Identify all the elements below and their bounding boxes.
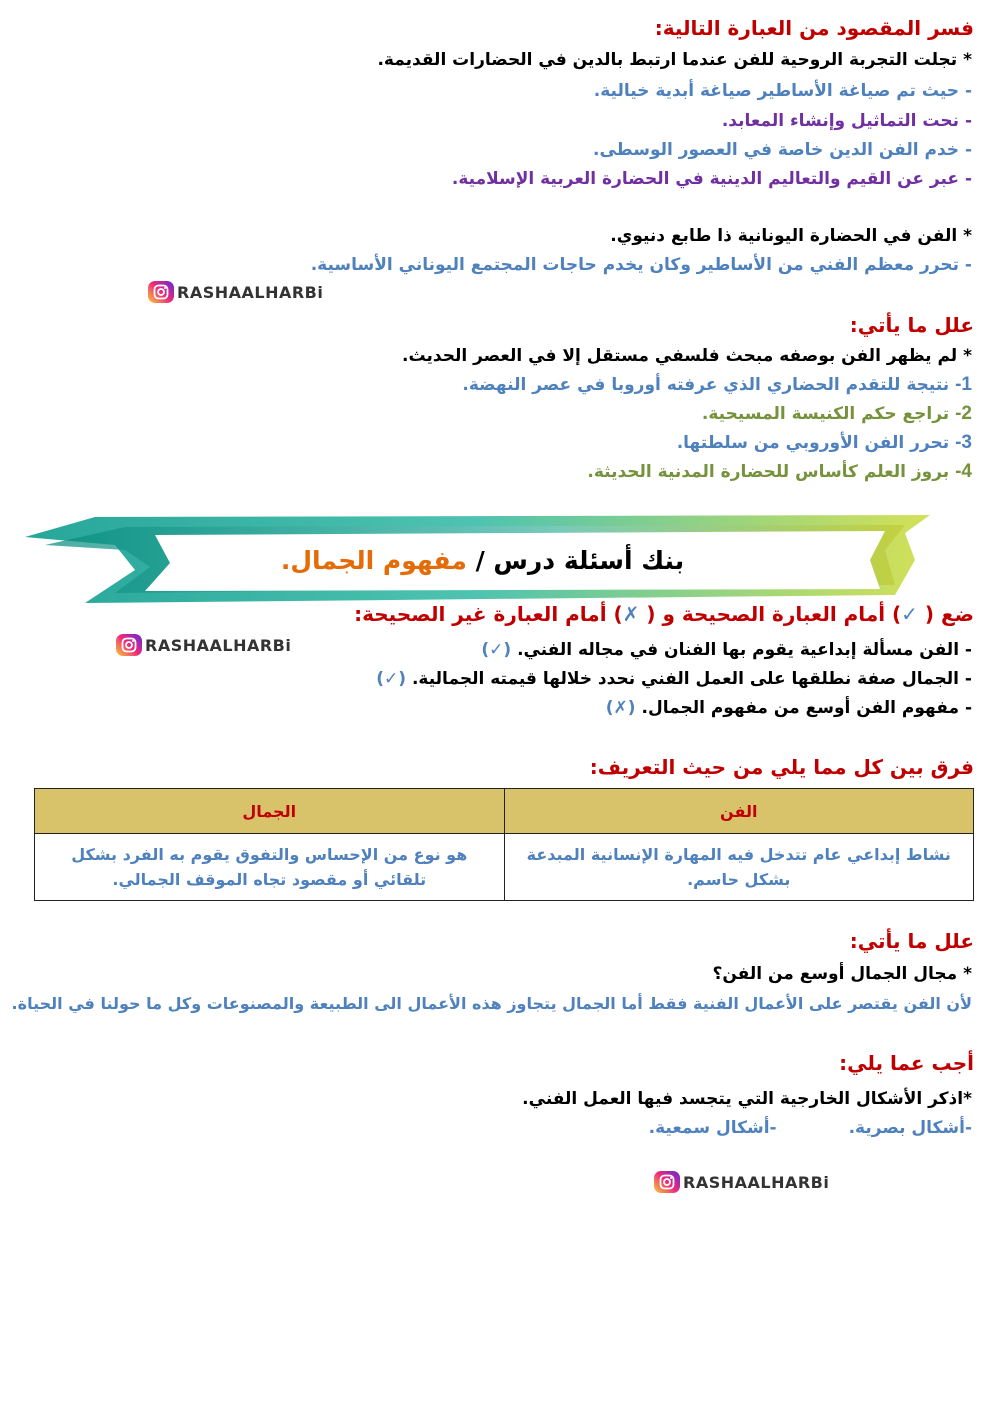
instagram-watermark	[116, 634, 291, 656]
heading-true-false: ضع ( ✓) أمام العبارة الصحيحة و ( ✗) أمام العبارة غير الصحيحة:	[354, 602, 974, 626]
instagram-handle: RASHAALHARBi	[145, 635, 292, 655]
banner-title: بنك أسئلة درس / مفهوم الجمال.	[280, 546, 685, 575]
comparison-table	[34, 788, 974, 901]
question-beauty-scope: * مجال الجمال أوسع من الفن؟	[712, 964, 972, 984]
heading-justify: علل ما يأتي:	[849, 313, 974, 337]
question-greek-art: * الفن في الحضارة اليونانية ذا طابع دنيوي.	[610, 226, 972, 246]
answer-mark: (✓)	[481, 640, 512, 660]
instagram-handle: RASHAALHARBi	[177, 282, 324, 302]
heading-differentiate: فرق بين كل مما يلي من حيث التعريف:	[589, 755, 974, 779]
column-header-beauty: الجمال	[35, 789, 505, 834]
heading-answer: أجب عما يلي:	[839, 1051, 974, 1075]
answer-mark: (✗)	[605, 698, 636, 718]
column-header-art: الفن	[504, 789, 974, 834]
question-spiritual-experience: * تجلت التجربة الروحية للفن عندما ارتبط بالدين في الحضارات القديمة.	[377, 50, 972, 70]
answer-beauty-scope: لأن الفن يقتصر على الأعمال الفنية فقط أما الجمال يتجاوز هذه الأعمال الى الطبيعة والمصنوعات وكل ما حولنا في الحياة.	[11, 994, 972, 1013]
list-item: 3- تحرر الفن الأوروبي من سلطتها.	[676, 432, 972, 453]
list-item: 2- تراجع حكم الكنيسة المسيحية.	[701, 403, 972, 424]
answer-statues: - نحت التماثيل وإنشاء المعابد.	[721, 111, 972, 131]
answer-myths: - حيث تم صياغة الأساطير صياغة أبدية خيالية.	[593, 81, 972, 101]
statement-1: - الفن مسألة إبداعية يقوم بها الفنان في مجاله الفني. (✓)	[481, 640, 972, 660]
list-item: 4- بروز العلم كأساس للحضارة المدنية الحديثة.	[587, 461, 972, 482]
statement-3: - مفهوم الفن أوسع من مفهوم الجمال. (✗)	[605, 698, 972, 718]
question-external-forms: *اذكر الأشكال الخارجية التي يتجسد فيها العمل الفني.	[522, 1089, 972, 1109]
art-definition: نشاط إبداعي عام تتدخل فيه المهارة الإنسانية المبدعة بشكل حاسم.	[504, 834, 974, 901]
question-philosophy: * لم يظهر الفن بوصفه مبحث فلسفي مستقل إلا في العصر الحديث.	[402, 346, 972, 366]
cross-mark-icon: ✗	[622, 602, 640, 626]
instagram-icon	[116, 634, 142, 656]
lesson-banner	[25, 515, 940, 605]
instagram-icon	[654, 1171, 680, 1193]
table-header-row	[35, 789, 974, 834]
answer-mark: (✓)	[376, 669, 407, 689]
instagram-handle: RASHAALHARBi	[683, 1172, 830, 1192]
answer-middle-ages: - خدم الفن الدين خاصة في العصور الوسطى.	[593, 140, 972, 160]
answer-forms: -أشكال بصرية.-أشكال سمعية.	[648, 1118, 972, 1138]
answer-greek-art: - تحرر معظم الفني من الأساطير وكان يخدم حاجات المجتمع اليوناني الأساسية.	[310, 255, 972, 275]
instagram-watermark	[148, 281, 323, 303]
instagram-watermark	[654, 1171, 829, 1193]
check-mark-icon: ✓	[901, 602, 918, 626]
instagram-icon	[148, 281, 174, 303]
heading-explain: فسر المقصود من العبارة التالية:	[654, 16, 974, 40]
statement-2: - الجمال صفة نطلقها على العمل الفني نحدد خلالها قيمته الجمالية. (✓)	[376, 669, 972, 689]
beauty-definition: هو نوع من الإحساس والتفوق يقوم به الفرد بشكل تلقائي أو مقصود تجاه الموقف الجمالي.	[35, 834, 505, 901]
list-item: 1- نتيجة للتقدم الحضاري الذي عرفته أوروبا في عصر النهضة.	[462, 374, 972, 395]
table-row	[35, 834, 974, 901]
answer-islamic-civilization: - عبر عن القيم والتعاليم الدينية في الحضارة العربية الإسلامية.	[451, 169, 972, 189]
heading-justify-2: علل ما يأتي:	[849, 929, 974, 953]
